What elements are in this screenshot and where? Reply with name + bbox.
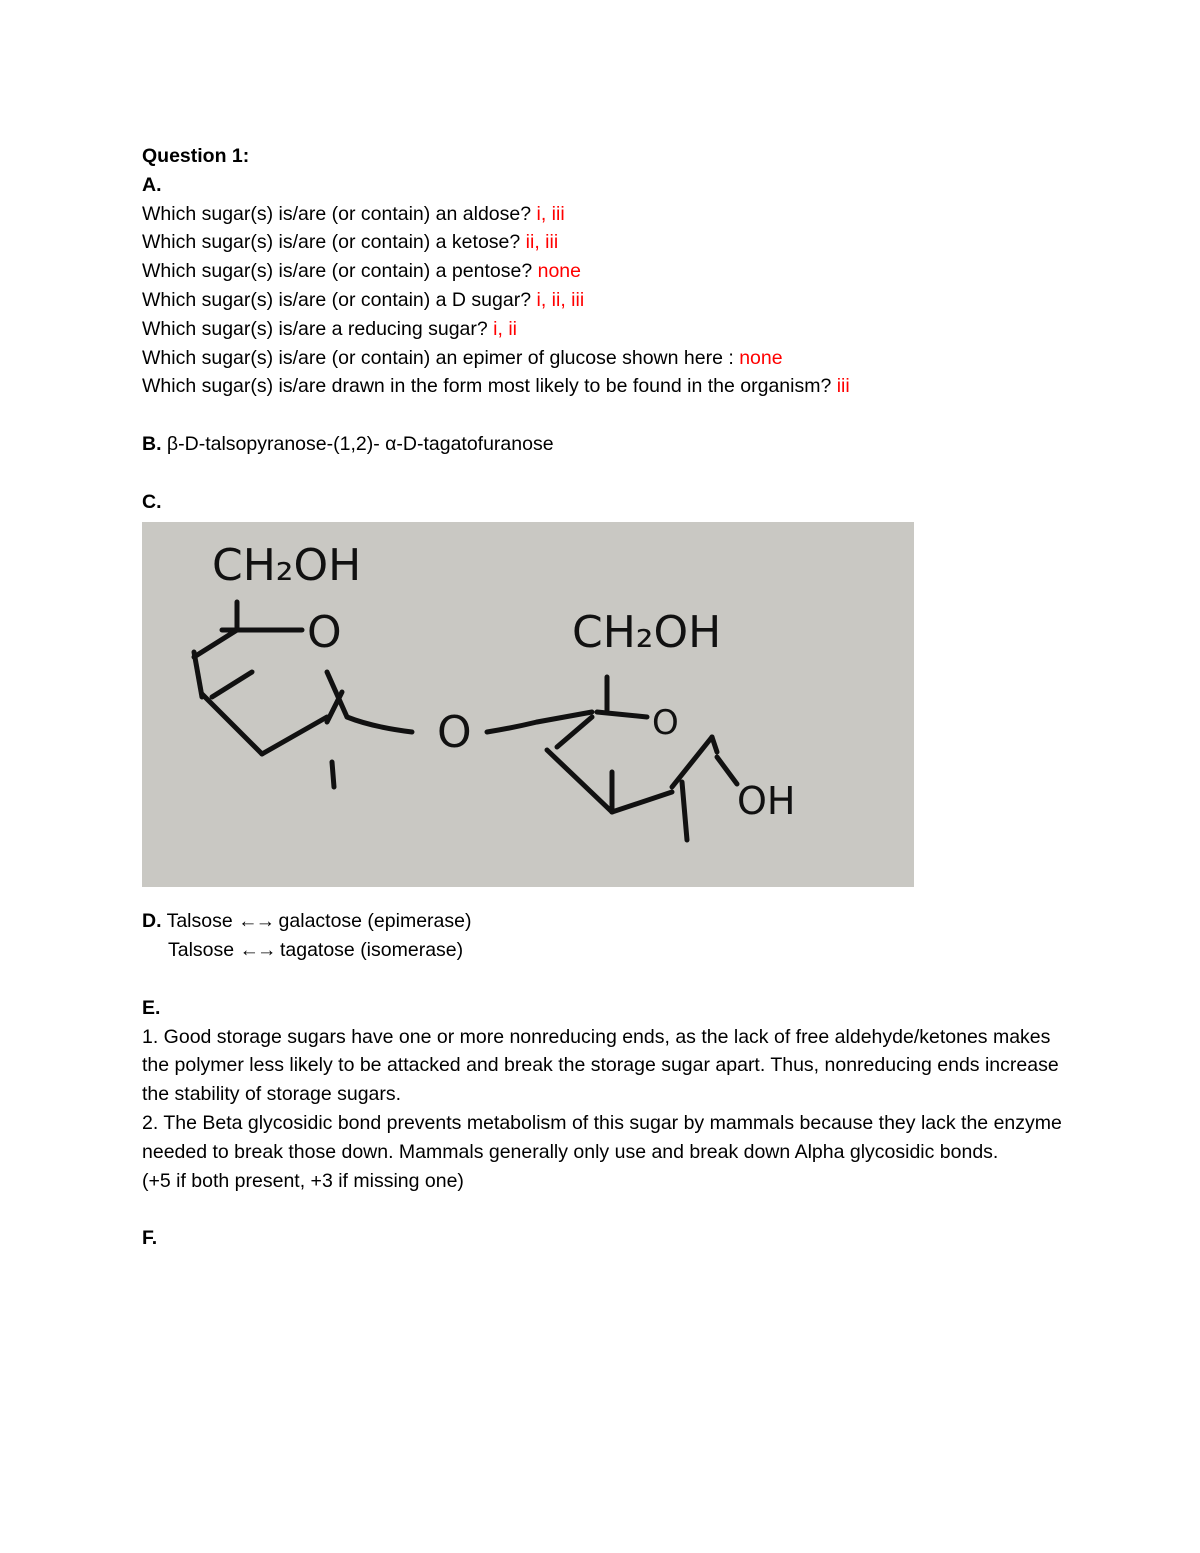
answer-text: iii: [836, 375, 850, 398]
answer-text: none: [739, 346, 783, 369]
part-e-paragraph-2: 2. The Beta glycosidic bond prevents metabolism of this sugar by mammals because they lack the enzyme needed to break those down. Mammals generally only use and break down Alpha glycosidic bonds.: [142, 1111, 1062, 1163]
question-aldose: Which sugar(s) is/are (or contain) an aldose? i, iii: [142, 202, 565, 225]
double-arrow-icon: ←→: [239, 939, 275, 962]
left-ring-bond: [347, 717, 412, 732]
part-b: [142, 430, 1072, 459]
answer-text: i, ii: [493, 317, 517, 340]
question-organism-form: Which sugar(s) is/are drawn in the form most likely to be found in the organism? iii: [142, 375, 850, 398]
part-a-label: A.: [142, 173, 162, 196]
question-title: Question 1:: [142, 145, 250, 167]
document-page: [142, 142, 1072, 1253]
question-pentose: Which sugar(s) is/are (or contain) a pentose? none: [142, 260, 581, 283]
question-epimer: Which sugar(s) is/are (or contain) an epimer of glucose shown here : none: [142, 346, 783, 369]
question-d-sugar: Which sugar(s) is/are (or contain) a D sugar? i, ii, iii: [142, 288, 585, 311]
left-ring-bond: [262, 717, 327, 754]
left-ring-bond: [194, 652, 202, 697]
part-e-scoring-note: (+5 if both present, +3 if missing one): [142, 1169, 464, 1192]
answer-text: none: [537, 260, 581, 283]
right-ring-bond: [682, 782, 687, 840]
left-ring-bond: [332, 762, 334, 787]
ring-oxygen-left: O: [307, 607, 342, 659]
part-e-paragraph-1: 1. Good storage sugars have one or more nonreducing ends, as the lack of free aldehyde/ketones makes the polymer less likely to be attacked and break the storage sugar apart. Thus, nonreducing ends increase the stability of storage sugars.: [142, 1025, 1059, 1106]
right-ring-bond: [537, 712, 592, 722]
question-ketose: Which sugar(s) is/are (or contain) a ketose? ii, iii: [142, 231, 559, 254]
disaccharide-structure-drawing: [142, 522, 914, 887]
right-ring-bond: [557, 717, 592, 747]
part-b-text: β-D-talsopyranose-(1,2)- α-D-tagatofuranose: [161, 432, 554, 455]
left-ring-bond: [194, 630, 237, 657]
part-f-label: F.: [142, 1227, 158, 1250]
left-ring-bond: [202, 694, 262, 754]
hydroxyl-oh: OH: [737, 779, 796, 824]
ring-oxygen-right: O: [652, 703, 679, 744]
answer-text: i, iii: [536, 202, 565, 225]
part-b-label: B.: [142, 432, 162, 455]
right-ring-bond: [672, 737, 712, 787]
part-d-label: D.: [142, 910, 162, 933]
answer-text: i, ii, iii: [536, 288, 585, 311]
left-ring-bond: [327, 672, 347, 717]
bridge-oxygen: O: [437, 707, 472, 759]
part-d-line-2: Talsose ←→ tagatose (isomerase): [168, 939, 464, 962]
double-arrow-icon: ←→: [238, 910, 274, 933]
right-ring-bond: [597, 712, 647, 717]
ch2oh-right: CH₂OH: [572, 607, 722, 659]
disaccharide-structure-photo: [142, 522, 914, 887]
answer-text: ii, iii: [525, 231, 559, 254]
left-ring-bond: [212, 672, 252, 697]
ch2oh-left: CH₂OH: [212, 540, 362, 592]
right-ring-bond: [717, 757, 737, 784]
right-ring-bond: [712, 737, 717, 752]
right-ring-bond: [547, 750, 612, 812]
right-ring-bond: [612, 792, 672, 812]
part-c-label: C.: [142, 490, 162, 513]
part-d-line-1: D. Talsose ←→ galactose (epimerase): [142, 910, 472, 933]
bridge-bond: [487, 722, 537, 732]
question-reducing-sugar: Which sugar(s) is/are a reducing sugar? i, ii: [142, 317, 517, 340]
part-e-label: E.: [142, 996, 161, 1019]
